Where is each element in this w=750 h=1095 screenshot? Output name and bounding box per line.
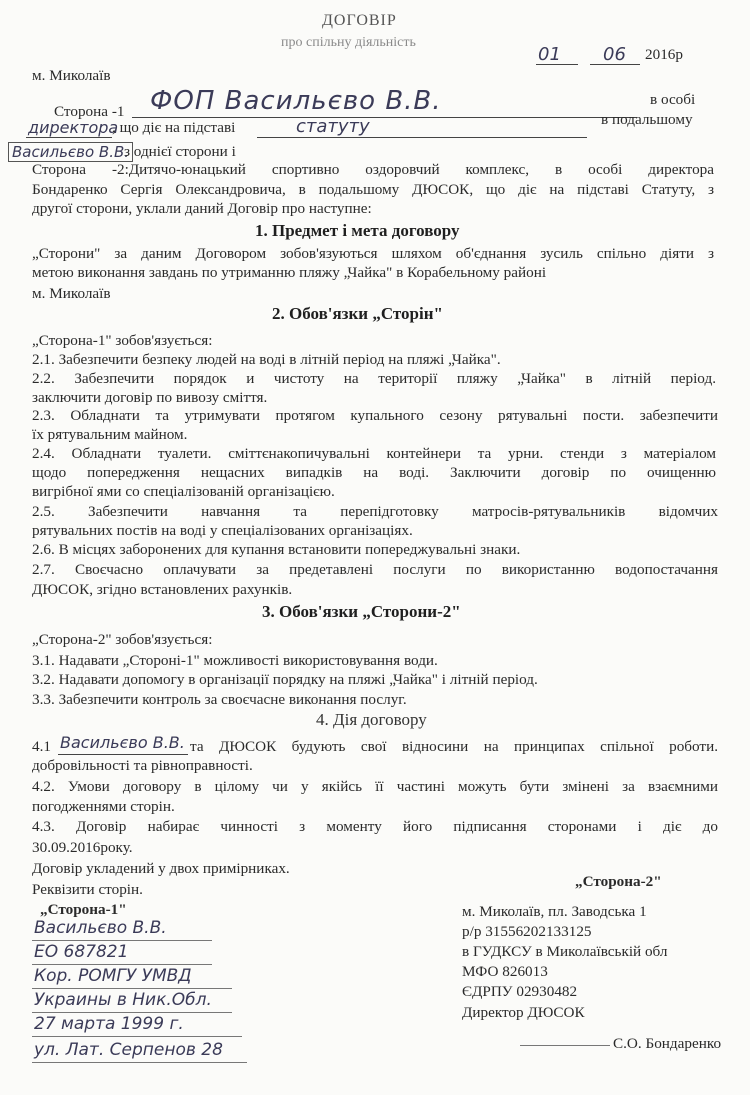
party2-signature-line: [520, 1045, 610, 1046]
party1-req-line1: [32, 940, 212, 941]
document-title: ДОГОВІР: [322, 12, 397, 29]
party1-basis-line: [257, 137, 587, 138]
section2-item5a: 2.5. Забезпечити навчання та перепідготовку матросів-рятувальників відомчих: [32, 503, 718, 520]
party1-short-handwritten: Васильєво В.В.: [8, 142, 133, 162]
party2-req-bank: в ГУДКСУ в Миколаївській обл: [462, 943, 668, 960]
party1-req-passport: ЕО 687821: [34, 942, 129, 962]
document-subtitle: про спільну діяльність: [281, 35, 416, 50]
party2-req-director: Директор ДЮСОК: [462, 1004, 585, 1021]
section4-item1b: добровільності та рівноправності.: [32, 757, 253, 774]
party1-req-line4: [32, 1012, 232, 1013]
section2-item4b: щодо попередження нещасних випадків на воді. Заключити договір по очищенню: [32, 464, 716, 481]
date-year: 2016р: [645, 46, 683, 63]
party1-req-address: ул. Лат. Серпенов 28: [34, 1040, 223, 1060]
section2-item7b: ДЮСОК, згідно встановлених рахунків.: [32, 581, 293, 598]
party1-req-issued-by: Кор. РОМГУ УМВД: [34, 966, 192, 986]
party1-req-line6: [32, 1062, 247, 1063]
party1-role-handwritten: директора: [28, 118, 119, 137]
section4-item1-line: [58, 754, 188, 755]
section2-item4c: вигрібної ями со спеціалізованій організацією.: [32, 483, 335, 500]
section3-heading: 3. Обов'язки „Сторони-2": [262, 602, 461, 621]
party2-req-address: м. Миколаїв, пл. Заводська 1: [462, 903, 647, 920]
section2-item5b: рятувальних постів на воді у спеціалізованих організаціях.: [32, 522, 413, 539]
party1-one-side: з однієї сторони і: [124, 143, 236, 160]
section3-item3: 3.3. Забезпечити контроль за своєчасне виконання послуг.: [32, 691, 407, 708]
party1-in-person: в особі: [650, 91, 696, 108]
party1-req-heading: „Сторона-1": [40, 901, 127, 918]
party1-req-name: Васильєво В.В.: [34, 918, 167, 938]
party1-role-line: [26, 137, 112, 138]
party2-req-edrpou: ЄДРПУ 02930482: [462, 983, 578, 1000]
party1-req-line3: [32, 988, 232, 989]
party1-req-date: 27 марта 1999 г.: [34, 1014, 184, 1034]
party2-req-heading: „Сторона-2": [575, 873, 662, 890]
section1-heading: 1. Предмет і мета договору: [255, 221, 460, 240]
party1-req-region: Украины в Ник.Обл.: [34, 990, 212, 1010]
section2-item1: 2.1. Забезпечити безпеку людей на воді в літній період на пляжі „Чайка".: [32, 351, 501, 368]
section4-item1-number: 4.1: [32, 738, 51, 755]
date-month-line: [590, 64, 640, 65]
section4-item3b: 30.09.2016року.: [32, 839, 133, 856]
date-day-line: [536, 64, 578, 65]
section4-item3a: 4.3. Договір набирає чинності з моменту його підписання сторонами і діє до: [32, 818, 718, 835]
section3-intro: „Сторона-2" зобов'язується:: [32, 631, 213, 648]
party1-req-line5: [32, 1036, 242, 1037]
party1-basis-handwritten: статуту: [296, 116, 370, 137]
section3-item2: 3.2. Надавати допомогу в організації порядку на пляжі „Чайка" і літній період.: [32, 671, 538, 688]
date-day: 01: [538, 44, 561, 65]
party2-line3: другої сторони, уклали даний Договір про наступне:: [32, 200, 372, 217]
section3-item1: 3.1. Надавати „Стороні-1" можливості використовування води.: [32, 652, 438, 669]
section4-item2a: 4.2. Умови договору в цілому чи у якійсь її частині можуть бути змінені за взаємними: [32, 778, 718, 795]
party2-line1: Сторона -2:Дитячо-юнацький спортивно оздоровчий комплекс, в особі директора: [32, 161, 714, 178]
section1-line1: „Сторони" за даним Договором зобов'язуються шляхом об'єднання зусиль спільно діяти з: [32, 245, 714, 262]
party1-label: Сторона -1: [54, 103, 125, 120]
section4-heading: 4. Дія договору: [316, 710, 427, 729]
section2-intro: „Сторона-1" зобов'язується:: [32, 332, 213, 349]
section2-item6: 2.6. В місцях заборонених для купання встановити попереджувальні знаки.: [32, 541, 521, 558]
requisites-title: Реквізити сторін.: [32, 881, 143, 898]
date-month: 06: [603, 44, 626, 65]
party1-name-handwritten: ФОП Васильєво В.В.: [150, 86, 442, 116]
section2-item7a: 2.7. Своєчасно оплачувати за предетавлені послуги по використанню водопостачання: [32, 561, 718, 578]
party2-line2: Бондаренко Сергія Олександровича, в подальшому ДЮСОК, що діє на підставі Статуту, з: [32, 181, 714, 198]
section2-item2a: 2.2. Забезпечити порядок и чистоту на території пляжу „Чайка" в літній період.: [32, 370, 716, 387]
copies-note: Договір укладений у двох примірниках.: [32, 860, 290, 877]
section4-item1a: та ДЮСОК будують свої відносини на принципах спільної роботи.: [190, 738, 718, 755]
section1-line2: метою виконання завдань по утриманню пляжу „Чайка" в Корабельному районі: [32, 264, 547, 281]
party2-signer-name: С.О. Бондаренко: [613, 1035, 722, 1052]
party1-req-line2: [32, 964, 212, 965]
section4-item1-handwritten: Васильєво В.В.: [60, 733, 185, 752]
party1-further: в подальшому: [601, 111, 693, 128]
city: м. Миколаїв: [32, 67, 111, 84]
party2-req-mfo: МФО 826013: [462, 963, 548, 980]
party2-req-account: р/р 31556202133125: [462, 923, 592, 940]
section4-item2b: погодженнями сторін.: [32, 798, 175, 815]
section2-item2b: заключити договір по вивозу сміття.: [32, 389, 268, 406]
section2-heading: 2. Обов'язки „Сторін": [272, 304, 443, 323]
section2-item3a: 2.3. Обладнати та утримувати протягом купального сезону рятувальні пости. забезпечити: [32, 407, 718, 424]
section2-item4a: 2.4. Обладнати туалети. сміттєнакопичувальні контейнери та урни. стенди з матеріалом: [32, 445, 716, 462]
section2-item3b: їх рятувальним майном.: [32, 426, 188, 443]
party1-basis-text: , що діє на підставі: [112, 119, 236, 136]
section1-line3: м. Миколаїв: [32, 285, 111, 302]
